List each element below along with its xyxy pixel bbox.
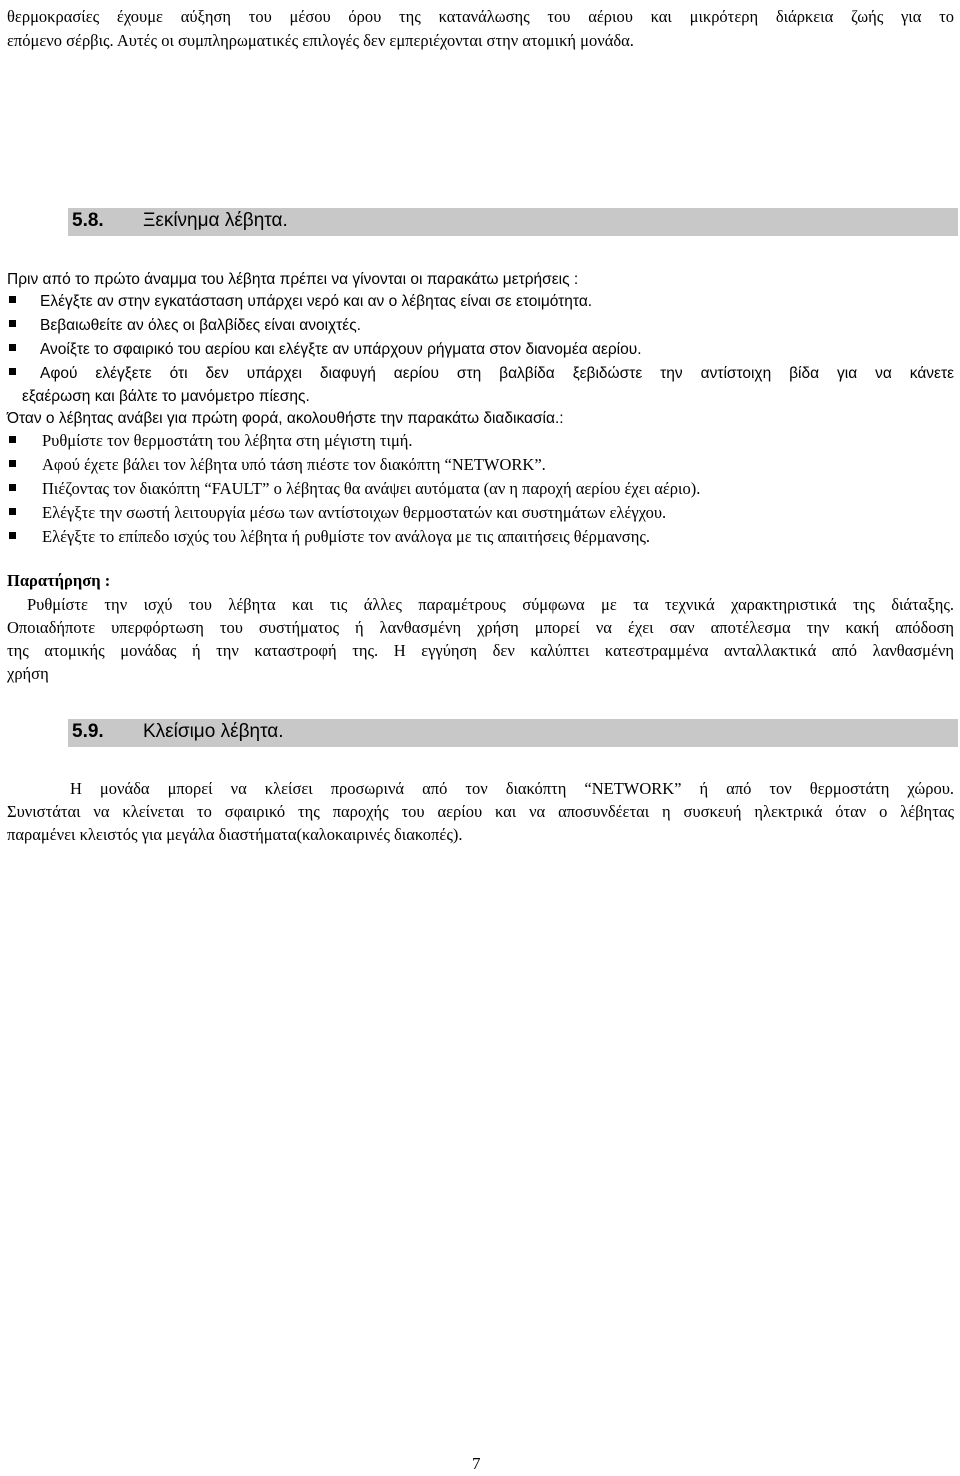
- bullet-icon: [9, 436, 16, 443]
- section-title: Ξεκίνημα λέβητα.: [143, 210, 288, 231]
- pre-check-item: Ανοίξτε το σφαιρικό του αερίου και ελέγξτε αν υπάρχουν ρήγματα στον διανομέα αερίου.: [40, 341, 642, 358]
- pre-check-item-continuation: εξαέρωση και βάλτε το μανόμετρο πίεσης.: [22, 388, 310, 405]
- section-title: Κλείσιμο λέβητα.: [143, 721, 284, 742]
- section-5-9-line: Η μονάδα μπορεί να κλείσει προσωρινά από τον διακόπτη “NETWORK” ή από τον θερμοστάτη χώρου.: [70, 779, 954, 798]
- pre-check-item: Ελέγξτε αν στην εγκατάσταση υπάρχει νερό και αν ο λέβητας είναι σε ετοιμότητα.: [40, 293, 593, 310]
- bullet-icon: [9, 368, 16, 375]
- intro-line-1: θερμοκρασίες έχουμε αύξηση του μέσου όρου της κατανάλωσης του αέριου και μικρότερη διάρκεια ζωής για το: [7, 7, 954, 26]
- pre-check-item: Αφού ελέγξετε ότι δεν υπάρχει διαφυγή αερίου στη βαλβίδα ξεβιδώστε την αντίστοιχη βίδα για να κάνετε: [40, 365, 954, 382]
- bullet-icon: [9, 320, 16, 327]
- section-number: 5.8.: [72, 210, 104, 231]
- section-heading-5-9: [68, 719, 958, 747]
- bullet-icon: [9, 532, 16, 539]
- section-5-9-line: Συνιστάται να κλείνεται το σφαιρικό της παροχής του αερίου και να αποσυνδέεται η συσκευή ηλεκτρικά όταν ο λέβητας: [7, 802, 954, 821]
- first-light-intro: Όταν ο λέβητας ανάβει για πρώτη φορά, ακολουθήστε την παρακάτω διαδικασία.:: [7, 410, 564, 427]
- section-heading-5-8: [68, 208, 958, 236]
- note-line: Ρυθμίστε την ισχύ του λέβητα και τις άλλες παραμέτρους σύμφωνα με τα τεχνικά χαρακτηριστικά της διάταξης.: [27, 595, 954, 614]
- intro-line-2: επόμενο σέρβις. Αυτές οι συμπληρωματικές επιλογές δεν εμπεριέχονται στην ατομική μονάδα.: [7, 31, 634, 50]
- bullet-icon: [9, 484, 16, 491]
- bullet-icon: [9, 460, 16, 467]
- first-light-step: Ελέγξτε το επίπεδο ισχύς του λέβητα ή ρυθμίστε τον ανάλογα με τις απαιτήσεις θέρμανσης.: [42, 527, 650, 546]
- first-light-step: Αφού έχετε βάλει τον λέβητα υπό τάση πιέστε τον διακόπτη “NETWORK”.: [42, 455, 546, 474]
- note-title: Παρατήρηση :: [7, 571, 111, 590]
- bullet-icon: [9, 508, 16, 515]
- first-light-step: Ελέγξτε την σωστή λειτουργία μέσω των αντίστοιχων θερμοστατών και συστημάτων ελέγχου.: [42, 503, 667, 522]
- first-light-step: Ρυθμίστε τον θερμοστάτη του λέβητα στη μέγιστη τιμή.: [42, 431, 413, 450]
- first-light-step: Πιέζοντας τον διακόπτη “FAULT” ο λέβητας θα ανάψει αυτόματα (αν η παροχή αερίου έχει αέριο).: [42, 479, 701, 498]
- bullet-icon: [9, 296, 16, 303]
- note-line: Οποιαδήποτε υπερφόρτωση του συστήματος ή λανθασμένη χρήση μπορεί να έχει σαν αποτέλεσμα την κακή απόδοση: [7, 618, 954, 637]
- section-number: 5.9.: [72, 721, 104, 742]
- note-line: της ατομικής μονάδας ή την καταστροφή της. Η εγγύηση δεν καλύπτει κατεστραμμένα ανταλλακτικά από λανθασμένη: [7, 641, 954, 660]
- note-line: χρήση: [7, 664, 49, 683]
- pre-checks-intro: Πριν από το πρώτο άναμμα του λέβητα πρέπει να γίνονται οι παρακάτω μετρήσεις :: [7, 271, 579, 288]
- pre-check-item: Βεβαιωθείτε αν όλες οι βαλβίδες είναι ανοιχτές.: [40, 317, 361, 334]
- bullet-icon: [9, 344, 16, 351]
- page-number: 7: [472, 1454, 481, 1473]
- section-5-9-line: παραμένει κλειστός για μεγάλα διαστήματα(καλοκαιρινές διακοπές).: [7, 825, 463, 844]
